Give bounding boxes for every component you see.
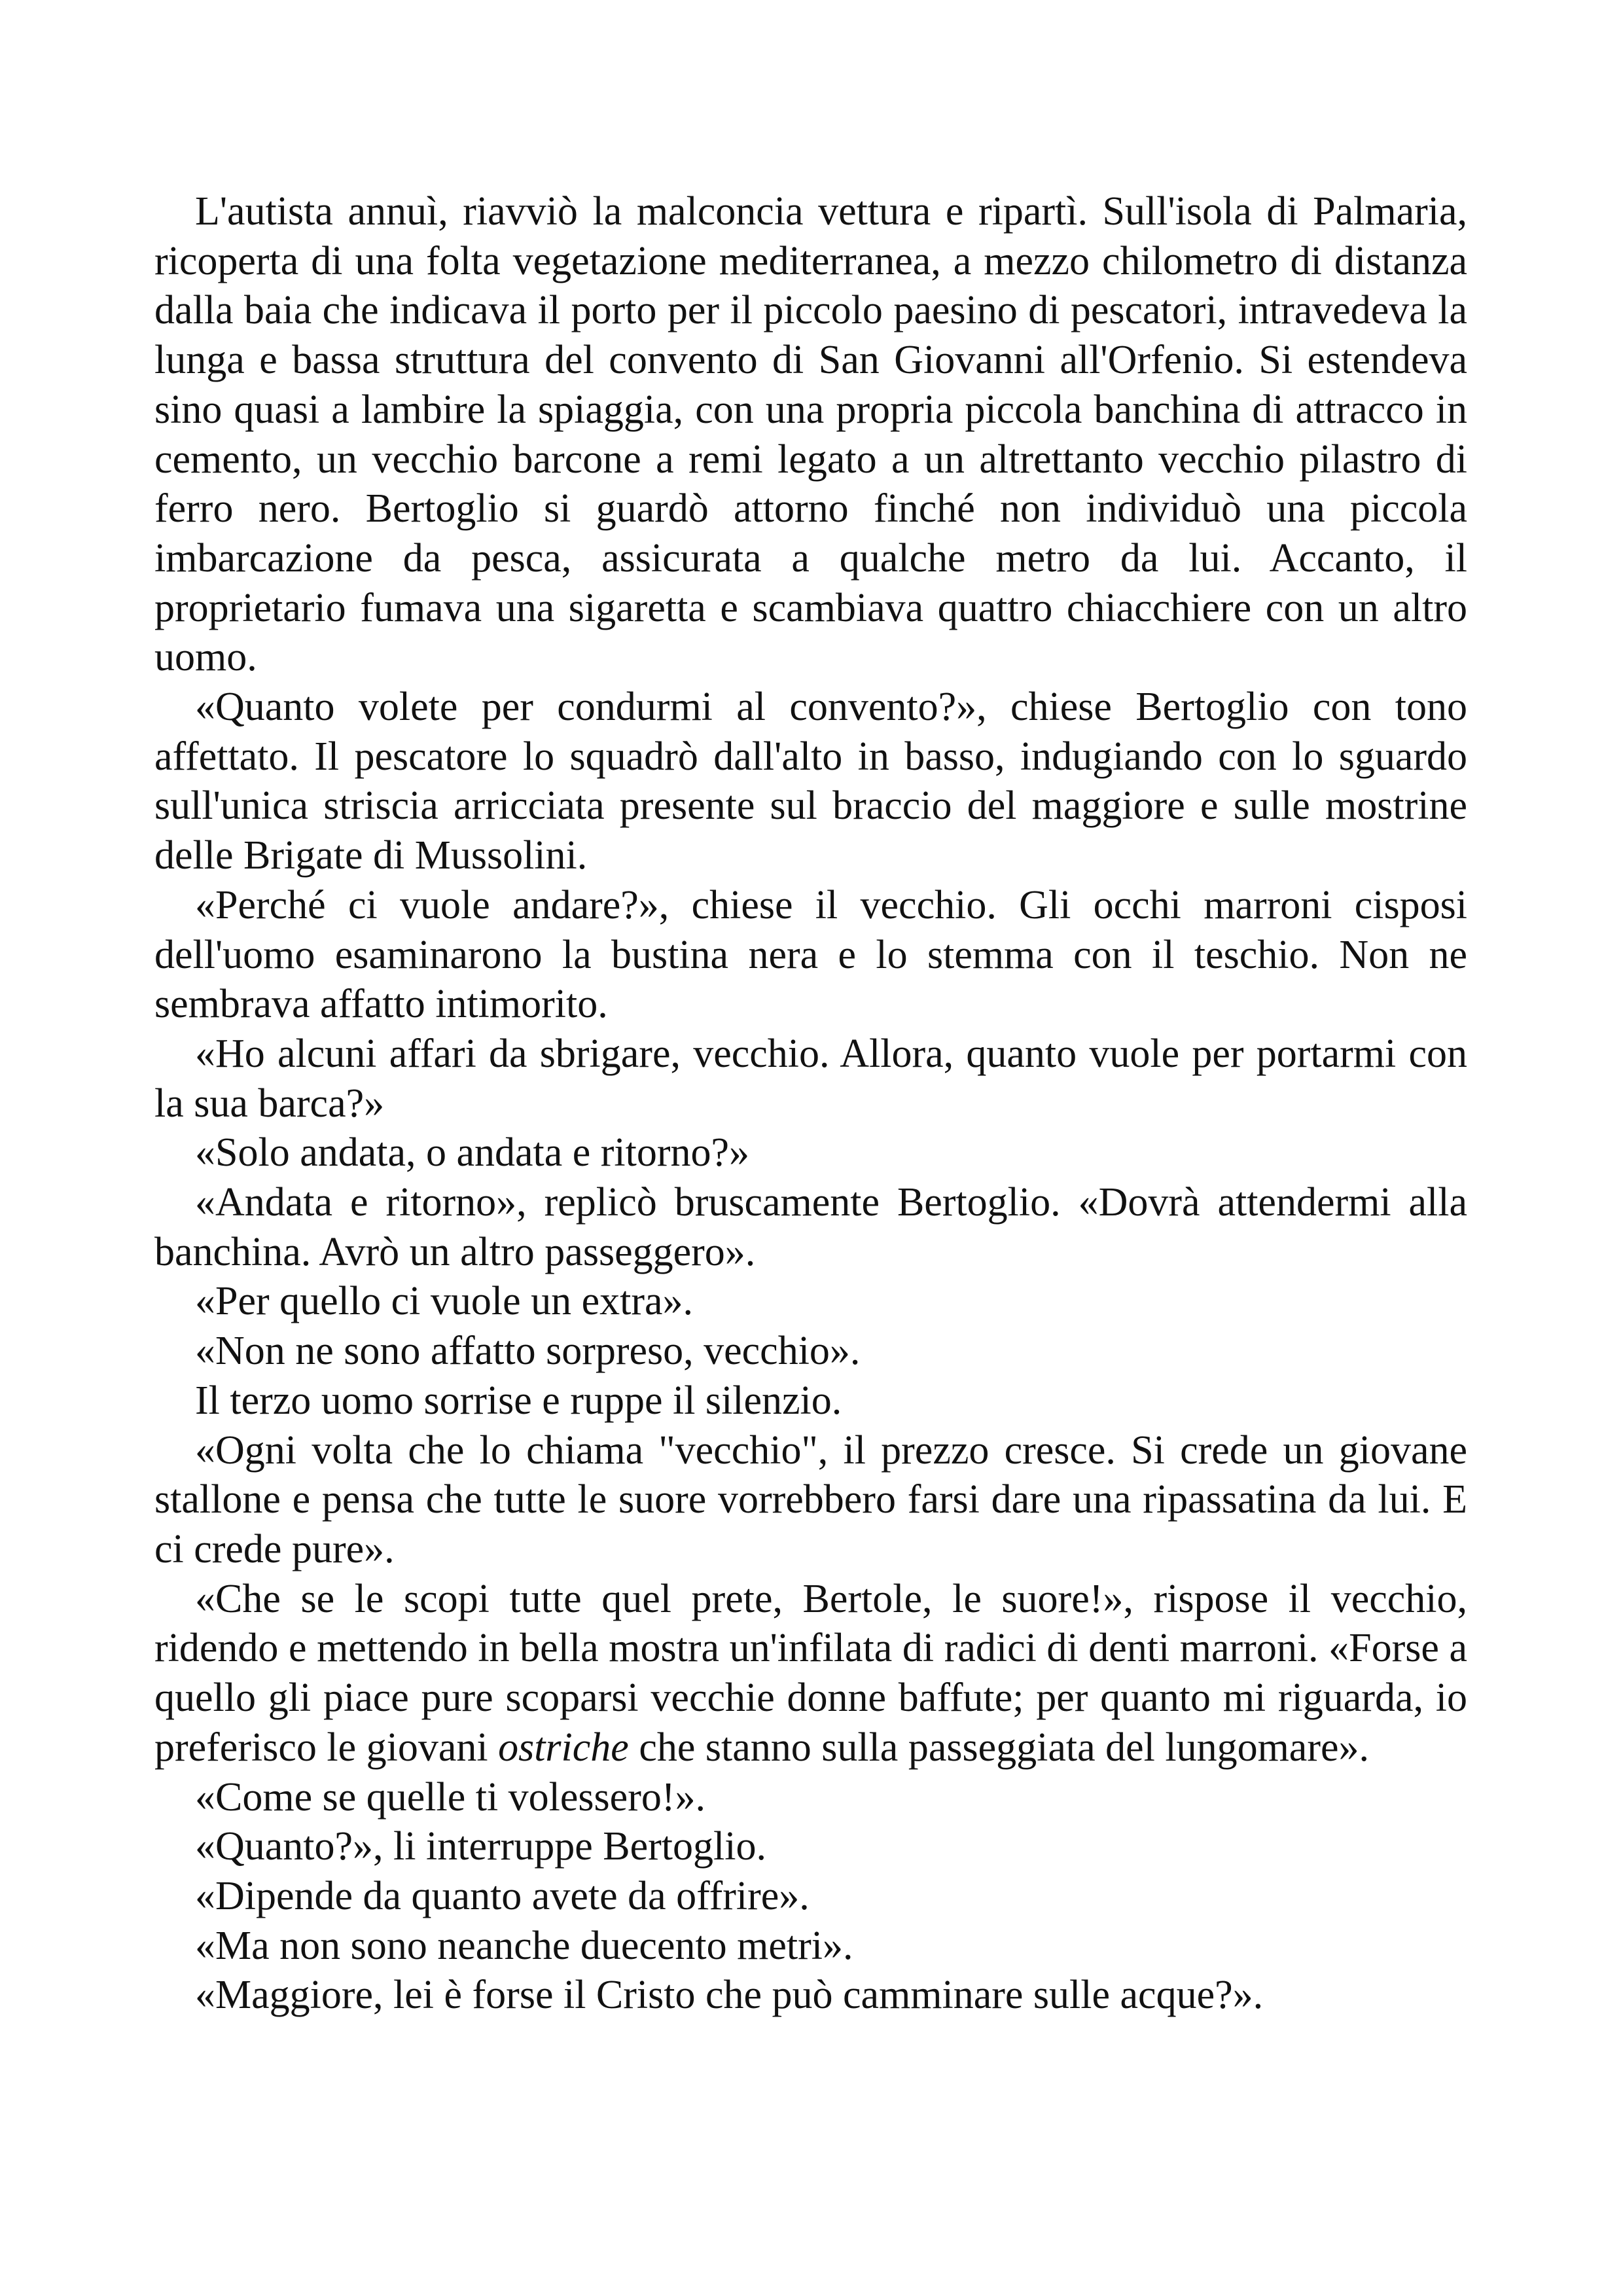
- paragraph: «Quanto?», li interruppe Bertoglio.: [195, 1824, 766, 1869]
- paragraph: Il terzo uomo sorrise e ruppe il silenzio.: [195, 1378, 842, 1423]
- paragraph-with-italic: [154, 1575, 1467, 1773]
- paragraph: «Quanto volete per condurmi al convento?», chiese Bertoglio con tono affettato. Il pescatore lo squadrò dall'alto in basso, indugiando con lo sguardo sull'unica striscia arricciata presente sul braccio del maggiore e sulle mostrine delle Brigate di Mussolini.: [154, 685, 1467, 878]
- paragraph: «Perché ci vuole andare?», chiese il vecchio. Gli occhi marroni cisposi dell'uomo esaminarono la bustina nera e lo stemma con il teschio. Non ne sembrava affatto intimorito.: [154, 882, 1467, 1027]
- paragraph: «Maggiore, lei è forse il Cristo che può camminare sulle acque?».: [195, 1973, 1264, 2018]
- body-text: [154, 187, 1467, 2020]
- paragraph: «Come se quelle ti volessero!».: [195, 1774, 705, 1820]
- paragraph: «Andata e ritorno», replicò bruscamente Bertoglio. «Dovrà attendermi alla banchina. Avrò un altro passeggero».: [154, 1180, 1467, 1274]
- paragraph: «Per quello ci vuole un extra».: [195, 1279, 694, 1324]
- paragraph: «Ho alcuni affari da sbrigare, vecchio. Allora, quanto vuole per portarmi con la sua barca?»: [154, 1031, 1467, 1126]
- paragraph: «Ma non sono neanche duecento metri».: [195, 1923, 853, 1968]
- paragraph-text: «Che se le scopi tutte quel prete, Bertole, le suore!», rispose il vecchio, ridendo e mettendo in bella mostra un'infilata di radici di denti marroni. «Forse a quello gli piace pure scoparsi vecchie donne baffute; per quanto mi riguarda, io preferisco le giovani: [154, 1576, 1467, 1770]
- paragraph-text-tail: che stanno sulla passeggiata del lungomare».: [628, 1725, 1369, 1770]
- italic-word: ostriche: [498, 1725, 629, 1770]
- paragraph: «Non ne sono affatto sorpreso, vecchio».: [195, 1329, 861, 1374]
- paragraph: «Ogni volta che lo chiama "vecchio", il prezzo cresce. Si crede un giovane stallone e pensa che tutte le suore vorrebbero farsi dare una ripassatina da lui. E ci crede pure».: [154, 1427, 1467, 1571]
- paragraph: L'autista annuì, riavviò la malconcia vettura e ripartì. Sull'isola di Palmaria, ricoperta di una folta vegetazione mediterranea, a mezzo chilometro di distanza dalla baia che indicava il porto per il piccolo paesino di pescatori, intravedeva la lunga e bassa struttura del convento di San Giovanni all'Orfenio. Si estendeva sino quasi a lambire la spiaggia, con una propria piccola banchina di attracco in cemento, un vecchio barcone a remi legato a un altrettanto vecchio pilastro di ferro nero. Bertoglio si guardò attorno finché non individuò una piccola imbarcazione da pesca, assicurata a qualche metro da lui. Accanto, il proprietario fumava una sigaretta e scambiava quattro chiacchiere con un altro uomo.: [154, 189, 1467, 680]
- paragraph: «Dipende da quanto avete da offrire».: [195, 1873, 810, 1918]
- paragraph: «Solo andata, o andata e ritorno?»: [195, 1130, 750, 1175]
